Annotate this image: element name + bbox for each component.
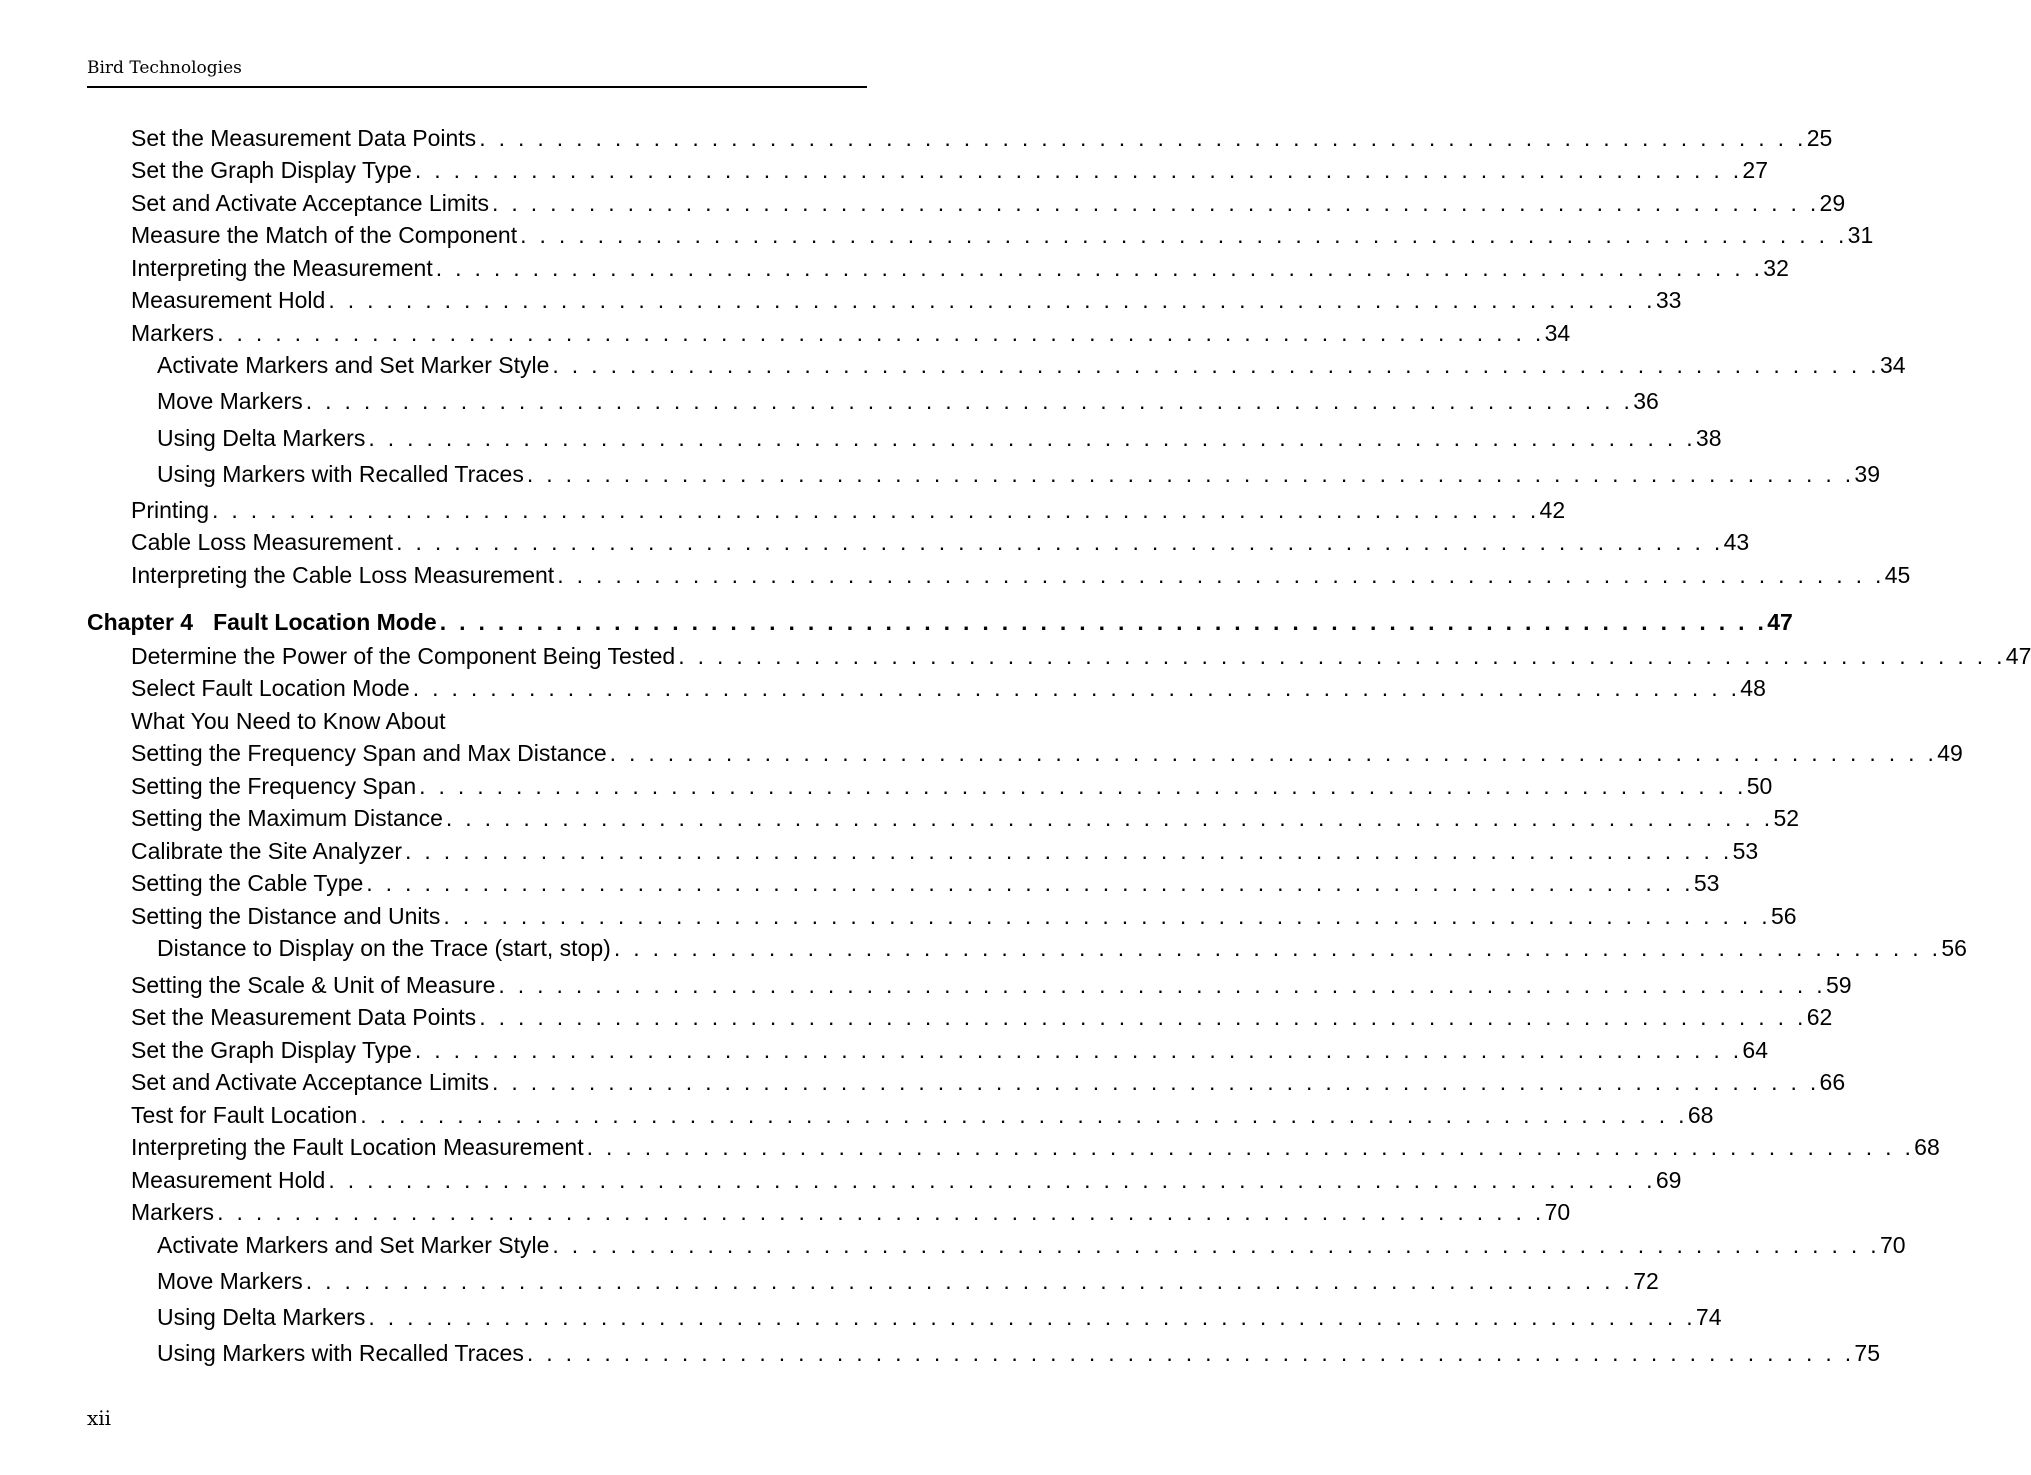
dot-leader: . . . . . . . . . . . . . . . . . . . . . . . . . . . . . . . . . . . . . . . . . . . . . . . . . . . . . . . . . . . . . . . . . . . . . <box>526 461 1855 487</box>
toc-entry-title: Printing <box>131 497 209 523</box>
toc-entry <box>157 423 1722 453</box>
dot-leader: . . . . . . . . . . . . . . . . . . . . . . . . . . . . . . . . . . . . . . . . . . . . . . . . . . . . . . . . . . . . . . . . . . . . . <box>305 1268 1634 1294</box>
toc-entry-title: Setting the Maximum Distance <box>131 805 443 831</box>
dot-leader: . . . . . . . . . . . . . . . . . . . . . . . . . . . . . . . . . . . . . . . . . . . . . . . . . . . . . . . . . . . . . . . . . . . . . <box>217 1199 1545 1225</box>
toc-entry-page: 53 <box>1732 838 1759 864</box>
dot-leader: . . . . . . . . . . . . . . . . . . . . . . . . . . . . . . . . . . . . . . . . . . . . . . . . . . . . . . . . . . . . . . . . . . . . . <box>419 773 1747 799</box>
toc-entry-page: 64 <box>1742 1037 1768 1063</box>
toc-entry <box>157 386 1659 416</box>
toc-entry <box>131 868 1720 898</box>
toc-entry-page: 72 <box>1633 1268 1659 1294</box>
toc-entry-title: Measure the Match of the Component <box>131 222 518 248</box>
toc-entry-page: 33 <box>1655 287 1682 313</box>
dot-leader: . . . . . . . . . . . . . . . . . . . . . . . . . . . . . . . . . . . . . . . . . . . . . . . . . . . . . . . . . . . . . . . . . . . . . <box>445 805 1774 831</box>
dot-leader: . . . . . . . . . . . . . . . . . . . . . . . . . . . . . . . . . . . . . . . . . . . . . . . . . . . . . . . . . . . . . . . . . . . . . <box>405 838 1733 864</box>
toc-entry <box>131 1100 1714 1130</box>
toc-entry-page: 59 <box>1825 972 1852 998</box>
dot-leader: . . . . . . . . . . . . . . . . . . . . . . . . . . . . . . . . . . . . . . . . . . . . . . . . . . . . . . . . . . . . . . . . . . . . . <box>328 287 1656 313</box>
toc-entry-title: Markers <box>131 320 215 346</box>
toc-entry <box>131 560 1911 590</box>
dot-leader: . . . . . . . . . . . . . . . . . . . . . . . . . . . . . . . . . . . . . . . . . . . . . . . . . . . . . . . . . . . . . . . . . . . . . <box>414 157 1743 183</box>
dot-leader: . . . . . . . . . . . . . . . . . . . . . . . . . . . . . . . . . . . . . . . . . . . . . . . . . . . . . . . . . . . . . . . . . . . . . <box>368 425 1696 451</box>
toc-entry <box>131 318 1571 348</box>
toc-entry-page: 62 <box>1806 1004 1833 1030</box>
toc-entry-page: 34 <box>1879 352 1906 378</box>
dot-leader: . . . . . . . . . . . . . . . . . . . . . . . . . . . . . . . . . . . . . . . . . . . . . . . . . . . . . . . . . . . . . . . . . . . . . <box>396 529 1724 555</box>
toc-entry <box>131 901 1797 931</box>
toc-entry-title: Measurement Hold <box>131 287 326 313</box>
toc-entry <box>131 495 1566 525</box>
toc-entry-title: Calibrate the Site Analyzer <box>131 838 403 864</box>
toc-entry-title: Interpreting the Measurement <box>131 255 433 281</box>
toc-entry <box>131 771 1773 801</box>
toc-entry-title: Set the Measurement Data Points <box>131 125 477 151</box>
toc-entry-page: 43 <box>1723 529 1750 555</box>
toc-entry-page: 68 <box>1687 1102 1714 1128</box>
dot-leader: . . . . . . . . . . . . . . . . . . . . . . . . . . . . . . . . . . . . . . . . . . . . . . . . . . . . . . . . . . . . . . . . . . . . . <box>609 740 1938 766</box>
toc-entry-title: Setting the Distance and Units <box>131 903 441 929</box>
toc-entry-title: Using Delta Markers <box>157 425 366 451</box>
dot-leader: . . . . . . . . . . . . . . . . . . . . . . . . . . . . . . . . . . . . . . . . . . . . . . . . . . . . . . . . . . . . . . . . . . . . . <box>552 352 1880 378</box>
toc-entry <box>131 1197 1571 1227</box>
toc-entry-title: Set and Activate Acceptance Limits <box>131 190 489 216</box>
toc-entry-page: 50 <box>1746 773 1773 799</box>
toc-entry <box>131 285 1682 315</box>
toc-entry-title: Using Delta Markers <box>157 1304 366 1330</box>
dot-leader: . . . . . . . . . . . . . . . . . . . . . . . . . . . . . . . . . . . . . . . . . . . . . . . . . . . . . . . . . . . . . . . . . . . . . <box>217 320 1545 346</box>
toc-entry-title: Move Markers <box>157 1268 303 1294</box>
toc-entry-page: 39 <box>1854 461 1880 487</box>
toc-entry-page: 69 <box>1655 1167 1682 1193</box>
dot-leader: . . . . . . . . . . . . . . . . . . . . . . . . . . . . . . . . . . . . . . . . . . . . . . . . . . . . . . . . . . . . . . . . . . . . . <box>678 643 2006 669</box>
dot-leader: . . . . . . . . . . . . . . . . . . . . . . . . . . . . . . . . . . . . . . . . . . . . . . . . . . . . . . . . . . . . . . . . . . . . . <box>435 255 1764 281</box>
dot-leader: . . . . . . . . . . . . . . . . . . . . . . . . . . . . . . . . . . . . . . . . . . . . . . . . . . . . . . . . . . . . . . . . . . . . . <box>520 222 1848 248</box>
toc-entry-title: Setting the Cable Type <box>131 870 364 896</box>
toc-entry <box>131 1035 1768 1065</box>
toc-entry <box>131 836 1759 866</box>
page-number: xii <box>87 1406 112 1430</box>
toc-entry-page: 70 <box>1879 1232 1906 1258</box>
dot-leader: . . . . . . . . . . . . . . . . . . . . . . . . . . . . . . . . . . . . . . . . . . . . . . . . . . . . . . . . . . . . . . . . . . . . . <box>368 1304 1696 1330</box>
toc-entry-title: Set the Graph Display Type <box>131 1037 412 1063</box>
toc-entry <box>157 1338 1880 1368</box>
toc-entry-page: 38 <box>1695 425 1722 451</box>
dot-leader: . . . . . . . . . . . . . . . . . . . . . . . . . . . . . . . . . . . . . . . . . . . . . . . . . . . . . . . . . . . . . . . . . . . . . <box>328 1167 1656 1193</box>
toc-entry-continued-title: What You Need to Know About <box>131 708 446 734</box>
toc-entry <box>131 527 1750 557</box>
toc-entry-page: 34 <box>1544 320 1571 346</box>
dot-leader: . . . . . . . . . . . . . . . . . . . . . . . . . . . . . . . . . . . . . . . . . . . . . . . . . . . . . . . . . . . . . . . . . . . . . <box>613 935 1942 961</box>
toc-entry <box>131 738 1963 768</box>
toc-entry-page: 75 <box>1854 1340 1880 1366</box>
toc-entry-title: Activate Markers and Set Marker Style <box>157 352 550 378</box>
toc-entry-title: Select Fault Location Mode <box>131 675 410 701</box>
toc-entry <box>157 1266 1659 1296</box>
dot-leader: . . . . . . . . . . . . . . . . . . . . . . . . . . . . . . . . . . . . . . . . . . . . . . . . . . . . . . . . . . . . . . . . . . . . . <box>491 190 1820 216</box>
toc-entry-page: 47 <box>1767 609 1793 635</box>
chapter-number: Chapter 4 <box>87 609 194 635</box>
toc-entry-title: Fault Location Mode <box>213 609 437 635</box>
toc-entry-page: 52 <box>1773 805 1800 831</box>
toc-entry-page: 56 <box>1770 903 1797 929</box>
toc-entry-title: Distance to Display on the Trace (start, stop) <box>157 935 611 961</box>
toc-entry <box>157 933 1967 963</box>
toc-entry-title: Activate Markers and Set Marker Style <box>157 1232 550 1258</box>
header-rule <box>87 86 867 88</box>
toc-entry <box>131 253 1789 283</box>
toc-entry-title: Using Markers with Recalled Traces <box>157 1340 524 1366</box>
dot-leader: . . . . . . . . . . . . . . . . . . . . . . . . . . . . . . . . . . . . . . . . . . . . . . . . . . . . . . . . . . . . . . . . . . . . . <box>412 675 1741 701</box>
toc-entry-title: Markers <box>131 1199 215 1225</box>
toc-entry-title: Test for Fault Location <box>131 1102 358 1128</box>
dot-leader: . . . . . . . . . . . . . . . . . . . . . . . . . . . . . . . . . . . . . . . . . . . . . . . . . . . . . . . . . . . . . . . . . . . . . <box>491 1069 1820 1095</box>
toc-entry <box>131 220 1874 250</box>
toc-entry <box>131 188 1846 218</box>
dot-leader: . . . . . . . . . . . . . . . . . . . . . . . . . . . . . . . . . . . . . . . . . . . . . . . . . . . . . . . . . . . . . . . . . . . . . <box>305 388 1634 414</box>
toc-entry <box>131 970 1852 1000</box>
toc-entry <box>157 459 1880 489</box>
toc-entry <box>131 673 1766 703</box>
toc-entry-page: 49 <box>1937 740 1963 766</box>
toc-entry-page: 32 <box>1763 255 1789 281</box>
toc-entry-page: 48 <box>1740 675 1766 701</box>
dot-leader: . . . . . . . . . . . . . . . . . . . . . . . . . . . . . . . . . . . . . . . . . . . . . . . . . . . . . . . . . . . . . . . . . . . . . <box>360 1102 1688 1128</box>
running-header: Bird Technologies <box>87 58 242 78</box>
toc-entry <box>131 641 2031 671</box>
dot-leader: . . . . . . . . . . . . . . . . . . . . . . . . . . . . . . . . . . . . . . . . . . . . . . . . . . . . . . . . . . . . . . . . . . . . . <box>557 562 1885 588</box>
toc-entry-page: 25 <box>1806 125 1833 151</box>
toc-entry-title: Cable Loss Measurement <box>131 529 394 555</box>
toc-entry-page: 29 <box>1819 190 1846 216</box>
toc-entry <box>131 803 1800 833</box>
dot-leader: . . . . . . . . . . . . . . . . . . . . . . . . . . . . . . . . . . . . . . . . . . . . . . . . . . . . . . . . . . . . . . . . . . . . . <box>211 497 1540 523</box>
toc-entry <box>157 350 1906 380</box>
toc-entry <box>131 123 1833 153</box>
toc-entry-title: Interpreting the Cable Loss Measurement <box>131 562 555 588</box>
dot-leader: . . . . . . . . . . . . . . . . . . . . . . . . . . . . . . . . . . . . . . . . . . . . . . . . . . . . . . . . . . . . . . . . . . . . . <box>439 609 1768 635</box>
toc-entry <box>131 1132 1940 1162</box>
dot-leader: . . . . . . . . . . . . . . . . . . . . . . . . . . . . . . . . . . . . . . . . . . . . . . . . . . . . . . . . . . . . . . . . . . . . . <box>552 1232 1880 1258</box>
toc-entry <box>131 1002 1833 1032</box>
dot-leader: . . . . . . . . . . . . . . . . . . . . . . . . . . . . . . . . . . . . . . . . . . . . . . . . . . . . . . . . . . . . . . . . . . . . . <box>586 1134 1915 1160</box>
dot-leader: . . . . . . . . . . . . . . . . . . . . . . . . . . . . . . . . . . . . . . . . . . . . . . . . . . . . . . . . . . . . . . . . . . . . . <box>366 870 1694 896</box>
dot-leader: . . . . . . . . . . . . . . . . . . . . . . . . . . . . . . . . . . . . . . . . . . . . . . . . . . . . . . . . . . . . . . . . . . . . . <box>498 972 1826 998</box>
toc-entry-page: 70 <box>1544 1199 1571 1225</box>
toc-chapter-entry <box>87 607 1793 637</box>
toc-entry <box>131 1165 1682 1195</box>
toc-entry-title: Set the Graph Display Type <box>131 157 412 183</box>
dot-leader: . . . . . . . . . . . . . . . . . . . . . . . . . . . . . . . . . . . . . . . . . . . . . . . . . . . . . . . . . . . . . . . . . . . . . <box>526 1340 1855 1366</box>
toc-entry-page: 42 <box>1539 497 1566 523</box>
toc-entry-page: 47 <box>2005 643 2031 669</box>
toc-entry-title: Determine the Power of the Component Being Tested <box>131 643 676 669</box>
toc-entry-page: 27 <box>1742 157 1768 183</box>
toc-entry-title: Setting the Frequency Span and Max Distance <box>131 740 607 766</box>
toc-entry-title: Set the Measurement Data Points <box>131 1004 477 1030</box>
toc-entry-title: Setting the Frequency Span <box>131 773 417 799</box>
dot-leader: . . . . . . . . . . . . . . . . . . . . . . . . . . . . . . . . . . . . . . . . . . . . . . . . . . . . . . . . . . . . . . . . . . . . . <box>443 903 1771 929</box>
toc-entry-title: Measurement Hold <box>131 1167 326 1193</box>
toc-entry-page: 36 <box>1633 388 1659 414</box>
toc-entry-title: Move Markers <box>157 388 303 414</box>
toc-entry <box>131 1067 1846 1097</box>
toc-entry <box>157 1230 1906 1260</box>
toc-entry-page: 53 <box>1693 870 1720 896</box>
toc-entry-page: 68 <box>1914 1134 1940 1160</box>
dot-leader: . . . . . . . . . . . . . . . . . . . . . . . . . . . . . . . . . . . . . . . . . . . . . . . . . . . . . . . . . . . . . . . . . . . . . <box>479 1004 1807 1030</box>
toc-entry-page: 45 <box>1884 562 1911 588</box>
toc-entry-title: Set and Activate Acceptance Limits <box>131 1069 489 1095</box>
toc-entry-title: Setting the Scale & Unit of Measure <box>131 972 496 998</box>
toc-entry-page: 74 <box>1695 1304 1722 1330</box>
toc-entry-page: 31 <box>1847 222 1874 248</box>
toc-entry <box>131 155 1768 185</box>
toc-entry-page: 66 <box>1819 1069 1846 1095</box>
toc-entry-page: 56 <box>1941 935 1967 961</box>
dot-leader: . . . . . . . . . . . . . . . . . . . . . . . . . . . . . . . . . . . . . . . . . . . . . . . . . . . . . . . . . . . . . . . . . . . . . <box>414 1037 1743 1063</box>
toc-entry-title: Using Markers with Recalled Traces <box>157 461 524 487</box>
toc-entry-title: Interpreting the Fault Location Measurement <box>131 1134 584 1160</box>
dot-leader: . . . . . . . . . . . . . . . . . . . . . . . . . . . . . . . . . . . . . . . . . . . . . . . . . . . . . . . . . . . . . . . . . . . . . <box>479 125 1807 151</box>
toc-entry <box>157 1302 1722 1332</box>
